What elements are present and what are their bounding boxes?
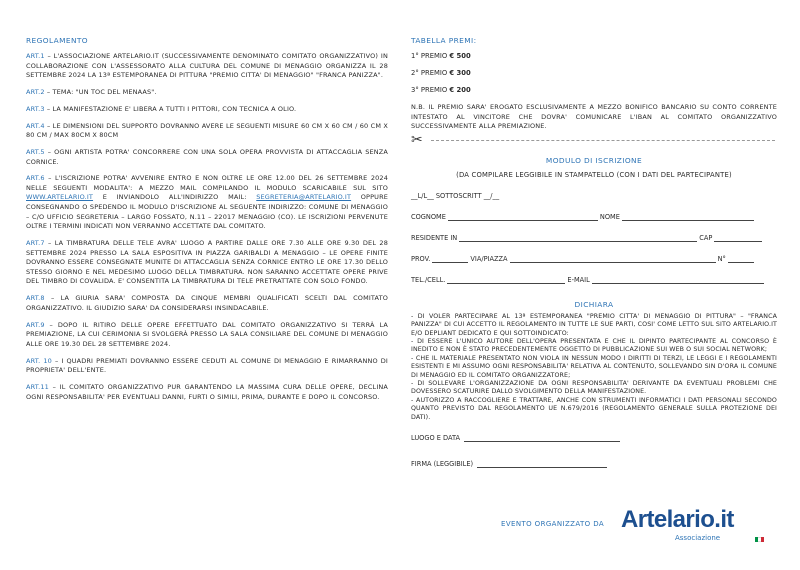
prize-note: N.B. IL PREMIO SARA' EROGATO ESCLUSIVAMENTE A MEZZO BONIFICO BANCARIO SU CONTO CORRENTE INTESTATO AL VINCITORE CHE DOVRA' COMUNICARE L'IBAN AL COMITATO ORGANIZZATIVO SUCCESSIVAMENTE ALLA PREMIAZIONE. xyxy=(411,103,777,131)
article-9 xyxy=(26,321,388,350)
right-column xyxy=(411,36,777,468)
via-field[interactable] xyxy=(510,256,716,263)
declaration-item: - CHE IL MATERIALE PRESENTATO NON VIOLA IN NESSUN MODO I DIRITTI DI TERZI, LE LEGGI E I REGOLAMENTI ESISTENTI E MI ASSUMO OGNI RESPONSABILITA' RELATIVA AL CONTENUTO, SOLLEVANDO SIN D'ORA IL COMUNE DI MENAGGIO ED IL COMITATO ORGANIZZATORE; xyxy=(411,354,777,379)
prize-3 xyxy=(411,86,777,94)
sottoscritto-label: __L/L__ SOTTOSCRITT __/__ xyxy=(411,191,500,200)
article-text-end: OPPURE CONSEGNANDO O SPEDENDO IL MODULO D'ISCRIZIONE AL SEGUENTE INDIRIZZO: COMUNE DI MENAGGIO – C/O UFFICIO SEGRETERIA – LARGO FOSSATO, N.11 – 22017 MENAGGIO (CO). LE ISCRIZIONI PERVENUTE OLTRE I TERMINI INDICATI NON VERRANNO ACCETTATE DAL COMITATO. xyxy=(26,193,388,231)
website-link[interactable]: WWW.ARTELARIO.IT xyxy=(26,193,94,202)
email-field[interactable] xyxy=(592,277,764,284)
sottoscritto-row xyxy=(411,192,777,200)
cut-line xyxy=(411,131,777,148)
prov-field[interactable] xyxy=(432,256,468,263)
article-text: – LA MANIFESTAZIONE E' LIBERA A TUTTI I PITTORI, CON TECNICA A OLIO. xyxy=(44,104,297,113)
via-label: VIA/PIAZZA xyxy=(470,254,508,263)
article-num: ART.11 xyxy=(26,382,49,391)
article-text: – L'ASSOCIAZIONE ARTELARIO.IT (SUCCESSIVAMENTE DENOMINATO COMITATO ORGANIZZATIVO) IN COLLABORAZIONE CON L'ASSESSORATO ALLA CULTURA DEL COMUNE DI MENAGGIO ORGANIZZA IL 28 SETTEMBRE 2024 LA 13ª ESTEMPORANEA DI PITTURA "PREMIO CITTA' DI MENAGGIO" "FRANCA PANIZZA". xyxy=(26,52,388,80)
declaration-item: - AUTORIZZO A RACCOGLIERE E TRATTARE, ANCHE CON STRUMENTI INFORMATICI I DATI PERSONALI SECONDO QUANTO PREVISTO DAL REGOLAMENTO UE N.679/2016 (REGOLAMENTO GENERALE SULLA PROTEZIONE DEI DATI). xyxy=(411,396,777,421)
firma-row xyxy=(411,460,777,468)
article-num: ART.5 xyxy=(26,147,45,156)
prize-2 xyxy=(411,69,777,77)
article-num: ART.8 xyxy=(26,294,45,303)
tel-label: TEL./CELL. xyxy=(411,275,446,284)
residente-field[interactable] xyxy=(459,235,697,242)
article-text: – I QUADRI PREMIATI DOVRANNO ESSERE CEDUTI AL COMUNE DI MENAGGIO E RIMARRANNO DI PROPRIETA' DELL'ENTE. xyxy=(26,356,388,375)
prov-label: PROV. xyxy=(411,254,431,263)
declarations xyxy=(411,313,777,422)
article-text-mid: E INVIANDOLO ALL'INDIRIZZO MAIL: xyxy=(93,193,257,202)
logo-wordmark: Artelario.it xyxy=(621,506,734,533)
declaration-item: - DI VOLER PARTECIPARE AL 13ª ESTEMPORANEA "PREMIO CITTA' DI MENAGGIO DI PITTURA" – "FRANCA PANIZZA" DI CUI ACCETTO IL REGOLAMENTO IN TUTTE LE SUE PARTI, COSI' COME LETTO SUL SITO ARTELARIO.IT E/O DEPLIANT DEDICATO E QUI SOTTOINDICATO: xyxy=(411,312,777,337)
article-num: ART.9 xyxy=(26,320,45,329)
prize-place: 2° PREMIO xyxy=(411,69,448,77)
article-3 xyxy=(26,105,388,115)
residence-row xyxy=(411,234,777,242)
article-1 xyxy=(26,52,388,81)
luogo-field[interactable] xyxy=(464,435,620,442)
article-5 xyxy=(26,148,388,167)
email-label: E-MAIL xyxy=(567,275,590,284)
prize-amount: € 300 xyxy=(449,69,471,77)
declaration-item: - DI ESSERE L'UNICO AUTORE DELL'OPERA PRESENTATA E CHE IL DIPINTO PARTECIPANTE AL CONCORSO È INEDITO E NON È STATO PRECEDENTEMENTE OGGETTO DI PUBBLICAZIONE SUI WEB O SUI SOCIAL NETWORK; xyxy=(411,338,777,354)
prize-amount: € 200 xyxy=(449,86,471,94)
article-text: – IL COMITATO ORGANIZZATIVO PUR GARANTENDO LA MASSIMA CURA DELLE OPERE, DECLINA OGNI RESPONSABILITA' PER EVENTUALI DANNI, FURTI O SIMILI, PRIMA, DURANTE E DOPO IL CONCORSO. xyxy=(26,382,388,401)
organizer-label: EVENTO ORGANIZZATO DA xyxy=(501,520,605,528)
prize-amount: € 500 xyxy=(449,52,471,60)
dichiara-title: DICHIARA xyxy=(574,299,614,309)
artelario-logo xyxy=(621,506,771,546)
prize-place: 3° PREMIO xyxy=(411,86,448,94)
article-4 xyxy=(26,122,388,141)
firma-label: FIRMA (LEGGIBILE) xyxy=(411,460,474,469)
article-num: ART.3 xyxy=(26,104,45,113)
cap-label: CAP xyxy=(699,233,713,242)
scissors-icon: ✂ xyxy=(411,131,423,148)
article-num: ART.1 xyxy=(26,52,45,60)
article-text: – DOPO IL RITIRO DELLE OPERE EFFETTUATO DAL COMITATO ORGANIZZATIVO SI TERRÀ LA PREMIAZIONE, LA CUI CERIMONIA SI SVOLGERÀ PRESSO LA SALA CONSILIARE DEL COMUNE DI MENAGGIO ALLE ORE 19.30 DEL 28 SETTEMBRE 2024. xyxy=(26,320,388,348)
article-6 xyxy=(26,174,388,232)
numero-field[interactable] xyxy=(728,256,754,263)
logo-subtitle: Associazione xyxy=(675,534,721,542)
luogo-label: LUOGO E DATA xyxy=(411,434,461,443)
nome-field[interactable] xyxy=(622,214,754,221)
article-num: ART.2 xyxy=(26,87,45,96)
dashed-divider xyxy=(431,140,775,141)
address-row xyxy=(411,255,777,263)
article-text: – L'ISCRIZIONE POTRA' AVVENIRE ENTRO E NON OLTRE LE ORE 12.00 DEL 26 SETTEMBRE 2024 NELLE SEGUENTI MODALITA': A MEZZO MAIL COMPILANDO IL MODULO SCARICABILE SUL SITO xyxy=(26,174,388,192)
article-num: ART.7 xyxy=(26,239,45,248)
name-row xyxy=(411,213,777,221)
article-7 xyxy=(26,239,388,287)
regolamento-section xyxy=(26,36,388,409)
regolamento-title: REGOLAMENTO xyxy=(26,36,88,45)
luogo-row xyxy=(411,434,777,442)
prize-place: 1° PREMIO xyxy=(411,52,448,60)
nome-label: NOME xyxy=(599,212,620,221)
cap-field[interactable] xyxy=(714,235,762,242)
cognome-field[interactable] xyxy=(448,214,598,221)
residente-label: RESIDENTE IN xyxy=(411,233,458,242)
article-text: – LA TIMBRATURA DELLE TELE AVRA' LUOGO A PARTIRE DALLE ORE 7.30 ALLE ORE 9.30 DEL 28 SETTEMBRE 2024 PRESSO LA SALA ESPOSITIVA IN PIAZZA GARIBALDI A MENAGGIO – LE OPERE FINITE DOVRANNO ESSERE CONSEGNATE MUNITE DI ATTACCAGLIA SENZA CORNICE ENTRO LE ORE 17.30 DELLO STESSO GIORNO E NEL MEDESIMO LUOGO DELLA TIMBRATURA. NON SARANNO ACCETTATE OPERE PRIVE DEL TIMBRO DI COVALIDA. E' CONSENTITA LA TIMBRATURA DI TELE PRETRATTATE CON SOLO FONDO. xyxy=(26,239,388,286)
article-11 xyxy=(26,383,388,402)
tel-field[interactable] xyxy=(447,277,565,284)
article-2 xyxy=(26,88,388,98)
article-num: ART.4 xyxy=(26,121,45,130)
article-text: – OGNI ARTISTA POTRA' CONCORRERE CON UNA SOLA OPERA PROVVISTA DI ATTACCAGLIA SENZA CORNICE. xyxy=(26,147,388,166)
footer xyxy=(497,506,787,546)
prize-1 xyxy=(411,52,777,60)
premi-title: TABELLA PREMI: xyxy=(411,36,477,45)
declaration-item: - DI SOLLEVARE L'ORGANIZZAZIONE DA OGNI RESPONSABILITA' DERIVANTE DA EVENTUALI PROBLEMI CHE DOVESSERO SCATURIRE DALLO SVOLGIMENTO DELLA MANIFESTAZIONE. xyxy=(411,380,777,396)
modulo-title: MODULO DI ISCRIZIONE xyxy=(545,155,643,165)
italian-flag-icon xyxy=(755,537,764,542)
article-10 xyxy=(26,357,388,376)
article-num: ART. 10 xyxy=(26,356,52,365)
numero-label: N° xyxy=(717,254,726,263)
article-num: ART.6 xyxy=(26,174,45,183)
article-8 xyxy=(26,294,388,313)
cognome-label: COGNOME xyxy=(411,212,446,221)
modulo-subtitle: (DA COMPILARE LEGGIBILE IN STAMPATELLO (CON I DATI DEL PARTECIPANTE) xyxy=(456,170,732,179)
article-text: – LA GIURIA SARA' COMPOSTA DA CINQUE MEMBRI QUALIFICATI SCELTI DAL COMITATO ORGANIZZATIVO. IL GIUDIZIO SARA' DA CONSIDERARSI INSINDACABILE. xyxy=(26,294,388,312)
email-link[interactable]: SEGRETERIA@ARTELARIO.IT xyxy=(256,193,352,202)
firma-field[interactable] xyxy=(477,461,607,468)
contact-row xyxy=(411,276,777,284)
article-text: – LE DIMENSIONI DEL SUPPORTO DOVRANNO AVERE LE SEGUENTI MISURE 60 CM X 60 CM / 60 CM X 80 CM / MAX 80CM X 80CM xyxy=(26,121,388,140)
article-text: – TEMA: "UN TOC DEL MENAAS". xyxy=(44,87,157,96)
